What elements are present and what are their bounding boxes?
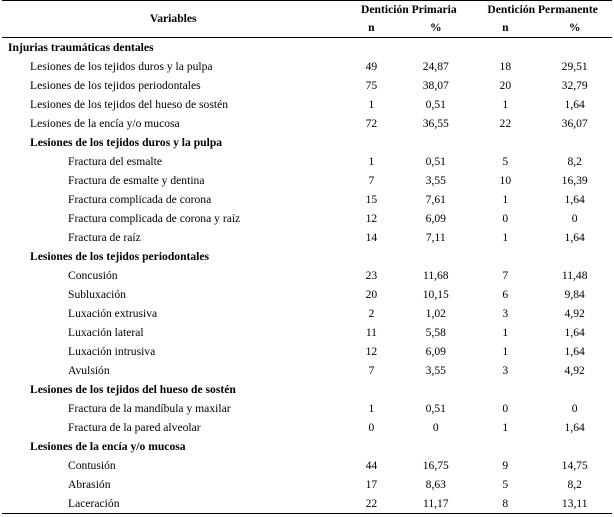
table-row xyxy=(2,152,612,171)
permanent-pct-cell: 8,2 xyxy=(567,478,582,491)
section-row xyxy=(2,133,612,152)
row-label: Fractura de la pared alveolar xyxy=(68,421,201,434)
permanent-pct-cell: 13,11 xyxy=(537,494,612,514)
row-label: Concusión xyxy=(68,269,118,282)
primary-n-cell: 72 xyxy=(365,117,378,130)
permanent-n-cell: 18 xyxy=(499,60,512,73)
permanent-n-cell xyxy=(473,133,537,152)
primary-pct-cell: 38,07 xyxy=(422,79,449,92)
permanent-pct-cell: 8,2 xyxy=(567,155,582,168)
table-row xyxy=(2,456,612,475)
table-row xyxy=(2,209,612,228)
primary-n-cell: 1 xyxy=(368,155,375,168)
section-label: Injurias traumáticas dentales xyxy=(8,41,154,54)
section-label: Lesiones de los tejidos periodontales xyxy=(30,250,210,263)
permanent-pct-cell xyxy=(537,133,612,152)
table-row xyxy=(2,494,612,514)
table-row xyxy=(2,342,612,361)
table-header xyxy=(2,1,612,38)
permanent-pct-cell: 4,92 xyxy=(564,364,585,377)
primary-n-cell xyxy=(344,247,398,266)
section-label: Lesiones de los tejidos duros y la pulpa xyxy=(30,136,223,149)
primary-pct-cell: 36,55 xyxy=(422,117,449,130)
permanent-pct-cell: 1,64 xyxy=(564,421,585,434)
primary-pct-cell xyxy=(398,38,473,58)
table-row xyxy=(2,418,612,437)
primary-pct-cell: 10,15 xyxy=(422,288,449,301)
permanent-pct-cell xyxy=(537,380,612,399)
header-primary-n: n xyxy=(344,19,398,38)
row-label: Fractura complicada de corona xyxy=(68,193,212,206)
primary-n-cell: 1 xyxy=(368,98,375,111)
primary-n-cell xyxy=(344,380,398,399)
section-row xyxy=(2,437,612,456)
primary-pct-cell: 1,02 xyxy=(425,307,446,320)
permanent-n-cell: 5 xyxy=(502,155,509,168)
row-label: Luxación intrusiva xyxy=(68,345,156,358)
permanent-n-cell: 1 xyxy=(502,345,509,358)
permanent-pct-cell: 0 xyxy=(571,212,578,225)
primary-pct-cell: 0,51 xyxy=(425,98,446,111)
primary-pct-cell: 16,75 xyxy=(422,459,449,472)
header-row-1 xyxy=(2,1,612,20)
permanent-pct-cell xyxy=(537,38,612,58)
primary-n-cell: 17 xyxy=(365,478,378,491)
permanent-n-cell xyxy=(473,247,537,266)
permanent-n-cell: 9 xyxy=(502,459,509,472)
primary-n-cell: 11 xyxy=(365,326,377,339)
primary-n-cell: 44 xyxy=(365,459,378,472)
permanent-pct-cell xyxy=(537,247,612,266)
permanent-pct-cell: 4,92 xyxy=(564,307,585,320)
primary-pct-cell: 6,09 xyxy=(425,345,446,358)
permanent-pct-cell: 1,64 xyxy=(564,345,585,358)
section-row xyxy=(2,247,612,266)
permanent-n-cell xyxy=(473,380,537,399)
permanent-pct-cell: 9,84 xyxy=(564,288,585,301)
row-label: Fractura de esmalte y dentina xyxy=(68,174,205,187)
permanent-n-cell: 7 xyxy=(502,269,509,282)
permanent-n-cell: 6 xyxy=(502,288,509,301)
permanent-pct-cell: 0 xyxy=(571,402,578,415)
table-row xyxy=(2,266,612,285)
header-permanent-n: n xyxy=(473,19,537,38)
primary-pct-cell: 3,55 xyxy=(425,174,446,187)
trauma-table xyxy=(2,0,612,514)
primary-n-cell xyxy=(344,133,398,152)
primary-pct-cell: 5,58 xyxy=(425,326,446,339)
row-label: Luxación extrusiva xyxy=(68,307,158,320)
primary-n-cell: 49 xyxy=(365,60,378,73)
primary-n-cell: 23 xyxy=(365,269,378,282)
primary-n-cell: 1 xyxy=(368,402,375,415)
primary-n-cell: 75 xyxy=(365,79,378,92)
permanent-n-cell: 22 xyxy=(499,117,512,130)
row-label: Subluxación xyxy=(68,288,126,301)
permanent-pct-cell xyxy=(537,437,612,456)
permanent-n-cell: 8 xyxy=(473,494,537,514)
primary-pct-cell: 0 xyxy=(432,421,439,434)
permanent-n-cell: 0 xyxy=(502,402,509,415)
primary-pct-cell: 0,51 xyxy=(425,402,446,415)
row-label: Luxación lateral xyxy=(68,326,144,339)
table-row xyxy=(2,361,612,380)
permanent-pct-cell: 32,79 xyxy=(561,79,588,92)
primary-pct-cell: 11,68 xyxy=(422,269,449,282)
row-label: Fractura de la mandíbula y maxilar xyxy=(68,402,231,415)
row-label: Fractura complicada de corona y raíz xyxy=(68,212,241,225)
table-row xyxy=(2,475,612,494)
header-permanent: Dentición Permanente xyxy=(473,1,612,20)
permanent-n-cell: 1 xyxy=(502,421,509,434)
section-row xyxy=(2,380,612,399)
permanent-n-cell: 1 xyxy=(502,98,509,111)
header-variables: Variables xyxy=(2,1,344,38)
primary-pct-cell: 0,51 xyxy=(425,155,446,168)
permanent-n-cell xyxy=(473,437,537,456)
primary-n-cell: 22 xyxy=(344,494,398,514)
primary-pct-cell: 7,11 xyxy=(425,231,446,244)
table-row xyxy=(2,190,612,209)
primary-pct-cell xyxy=(398,380,473,399)
permanent-pct-cell: 1,64 xyxy=(564,193,585,206)
row-label: Contusión xyxy=(68,459,116,472)
row-label: Laceración xyxy=(2,494,344,514)
header-primary-pct: % xyxy=(398,19,473,38)
row-label: Lesiones de los tejidos duros y la pulpa xyxy=(30,60,213,73)
primary-n-cell: 2 xyxy=(368,307,375,320)
permanent-pct-cell: 36,07 xyxy=(561,117,588,130)
permanent-pct-cell: 1,64 xyxy=(564,231,585,244)
table-row xyxy=(2,57,612,76)
primary-pct-cell: 6,09 xyxy=(425,212,446,225)
table-row xyxy=(2,95,612,114)
table-row xyxy=(2,76,612,95)
primary-pct-cell: 3,55 xyxy=(425,364,446,377)
section-label: Lesiones de los tejidos del hueso de sostén xyxy=(30,383,236,396)
table-row xyxy=(2,285,612,304)
permanent-n-cell xyxy=(473,38,537,58)
primary-n-cell: 7 xyxy=(368,174,375,187)
primary-n-cell: 12 xyxy=(365,212,378,225)
section-row xyxy=(2,38,612,58)
row-label: Lesiones de la encía y/o mucosa xyxy=(30,117,180,130)
primary-pct-cell xyxy=(398,437,473,456)
permanent-pct-cell: 1,64 xyxy=(564,98,585,111)
permanent-n-cell: 1 xyxy=(502,193,509,206)
primary-n-cell xyxy=(344,38,398,58)
permanent-pct-cell: 29,51 xyxy=(561,60,588,73)
table-row xyxy=(2,228,612,247)
header-permanent-pct: % xyxy=(537,19,612,38)
permanent-n-cell: 3 xyxy=(502,364,509,377)
primary-n-cell: 7 xyxy=(368,364,375,377)
table-row xyxy=(2,171,612,190)
primary-n-cell: 0 xyxy=(368,421,375,434)
primary-n-cell: 14 xyxy=(365,231,378,244)
permanent-n-cell: 20 xyxy=(499,79,512,92)
section-label: Lesiones de la encía y/o mucosa xyxy=(30,440,186,453)
table-body xyxy=(2,38,612,514)
primary-n-cell: 15 xyxy=(365,193,378,206)
row-label: Avulsión xyxy=(68,364,110,377)
row-label: Lesiones de los tejidos del hueso de sostén xyxy=(30,98,229,111)
permanent-n-cell: 3 xyxy=(502,307,509,320)
header-primary: Dentición Primaria xyxy=(344,1,473,20)
primary-pct-cell: 24,87 xyxy=(422,60,449,73)
primary-pct-cell xyxy=(398,133,473,152)
row-label: Lesiones de los tejidos periodontales xyxy=(30,79,201,92)
primary-n-cell: 12 xyxy=(365,345,378,358)
table-row xyxy=(2,399,612,418)
row-label: Fractura de raíz xyxy=(68,231,141,244)
permanent-n-cell: 1 xyxy=(502,231,509,244)
permanent-pct-cell: 11,48 xyxy=(561,269,588,282)
primary-n-cell xyxy=(344,437,398,456)
permanent-pct-cell: 14,75 xyxy=(561,459,588,472)
permanent-pct-cell: 16,39 xyxy=(561,174,588,187)
row-label: Fractura del esmalte xyxy=(68,155,162,168)
primary-pct-cell: 11,17 xyxy=(398,494,473,514)
row-label: Abrasión xyxy=(68,478,111,491)
primary-pct-cell xyxy=(398,247,473,266)
permanent-n-cell: 1 xyxy=(502,326,509,339)
permanent-n-cell: 0 xyxy=(502,212,509,225)
primary-pct-cell: 7,61 xyxy=(425,193,446,206)
primary-pct-cell: 8,63 xyxy=(425,478,446,491)
table-row xyxy=(2,323,612,342)
permanent-n-cell: 10 xyxy=(499,174,512,187)
primary-n-cell: 20 xyxy=(365,288,378,301)
table-row xyxy=(2,304,612,323)
permanent-n-cell: 5 xyxy=(502,478,509,491)
table-row xyxy=(2,114,612,133)
permanent-pct-cell: 1,64 xyxy=(564,326,585,339)
